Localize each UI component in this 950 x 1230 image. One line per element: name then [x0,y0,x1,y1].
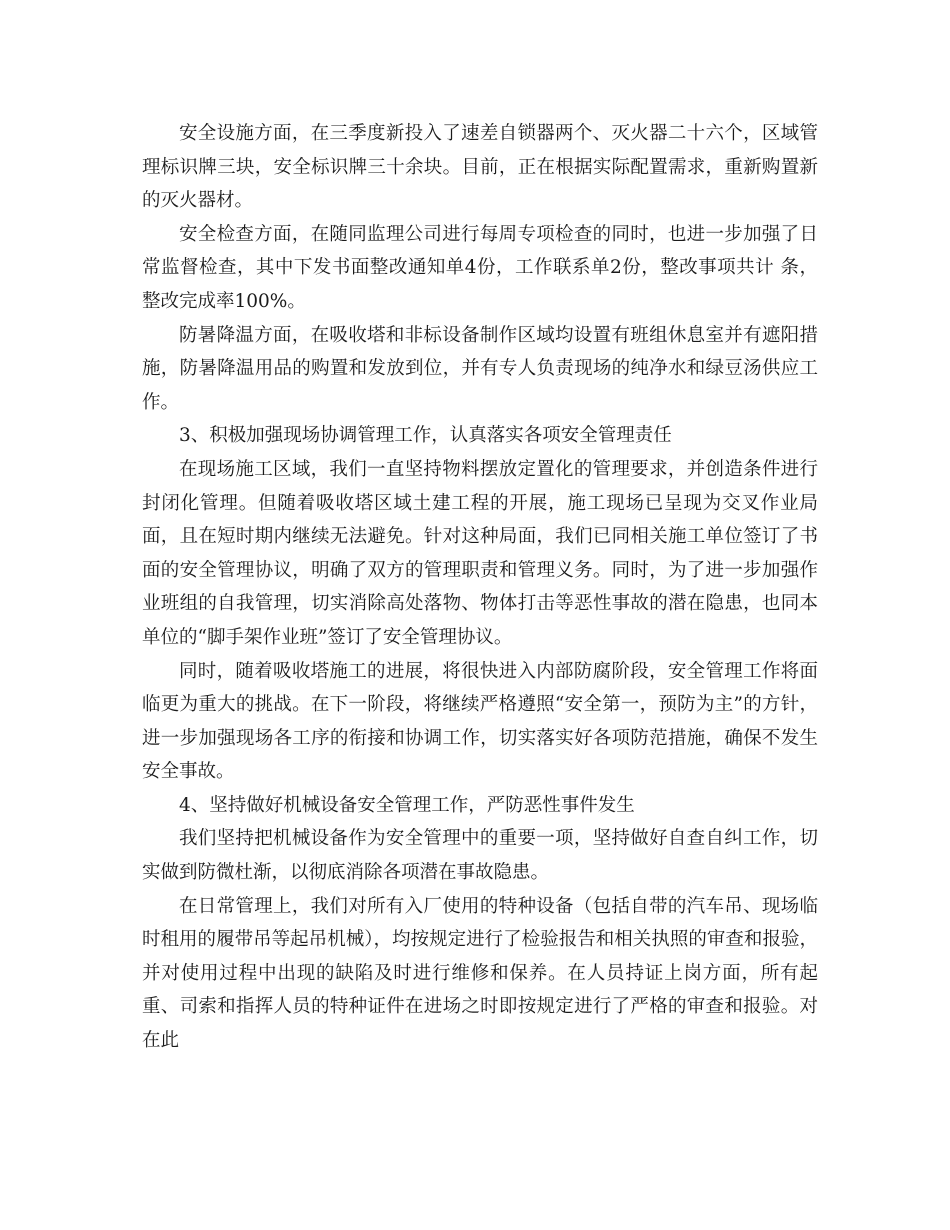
paragraph-safety-facilities: 安全设施方面，在三季度新投入了速差自锁器两个、灭火器二十六个，区域管理标识牌三块，安全标识牌三十余块。目前，正在根据实际配置需求，重新购置新的灭火器材。 [142,123,818,212]
paragraph-heat-prevention: 防暑降温方面，在吸收塔和非标设备制作区域均设置有班组休息室并有遮阳措施，防暑降温用品的购置和发放到位，并有专人负责现场的纯净水和绿豆汤供应工作。 [142,324,818,413]
paragraph-daily-management: 在日常管理上，我们对所有入厂使用的特种设备（包括自带的汽车吊、现场临时租用的履带吊等起吊机械），均按规定进行了检验报告和相关执照的审查和报验，并对使用过程中出现的缺陷及时进行维修和保养。在人员持证上岗方面，所有起重、司索和指挥人员的特种证件在进场之时即按规定进行了严格的审查和报验。对在此 [142,895,818,1052]
paragraph-site-coordination: 在现场施工区域，我们一直坚持物料摆放定置化的管理要求，并创造条件进行封闭化管理。但随着吸收塔区域土建工程的开展，施工现场已呈现为交叉作业局面，且在短时期内继续无法避免。针对这种局面，我们已同相关施工单位签订了书面的安全管理协议，明确了双方的管理职责和管理义务。同时，为了进一步加强作业班组的自我管理，切实消除高处落物、物体打击等恶性事故的潜在隐患，也同本单位的“脚手架作业班”签订了安全管理协议。 [142,458,818,648]
document-body [142,117,818,1058]
paragraph-safety-inspection: 安全检查方面，在随同监理公司进行每周专项检查的同时，也进一步加强了日常监督检查，其中下发书面整改通知单4份，工作联系单2份，整改事项共计 条，整改完成率100%。 [142,223,818,312]
paragraph-next-stage: 同时，随着吸收塔施工的进展，将很快进入内部防腐阶段，安全管理工作将面临更为重大的挑战。在下一阶段，将继续严格遵照“安全第一，预防为主”的方针，进一步加强现场各工序的衔接和协调工作，切实落实好各项防范措施，确保不发生安全事故。 [142,660,818,783]
section-heading-3: 3、积极加强现场协调管理工作，认真落实各项安全管理责任 [179,425,672,447]
section-heading-4: 4、坚持做好机械设备安全管理工作，严防恶性事件发生 [179,794,635,816]
paragraph-equipment-selfcheck: 我们坚持把机械设备作为安全管理中的重要一项，坚持做好自查自纠工作，切实做到防微杜渐，以彻底消除各项潜在事故隐患。 [142,828,818,884]
